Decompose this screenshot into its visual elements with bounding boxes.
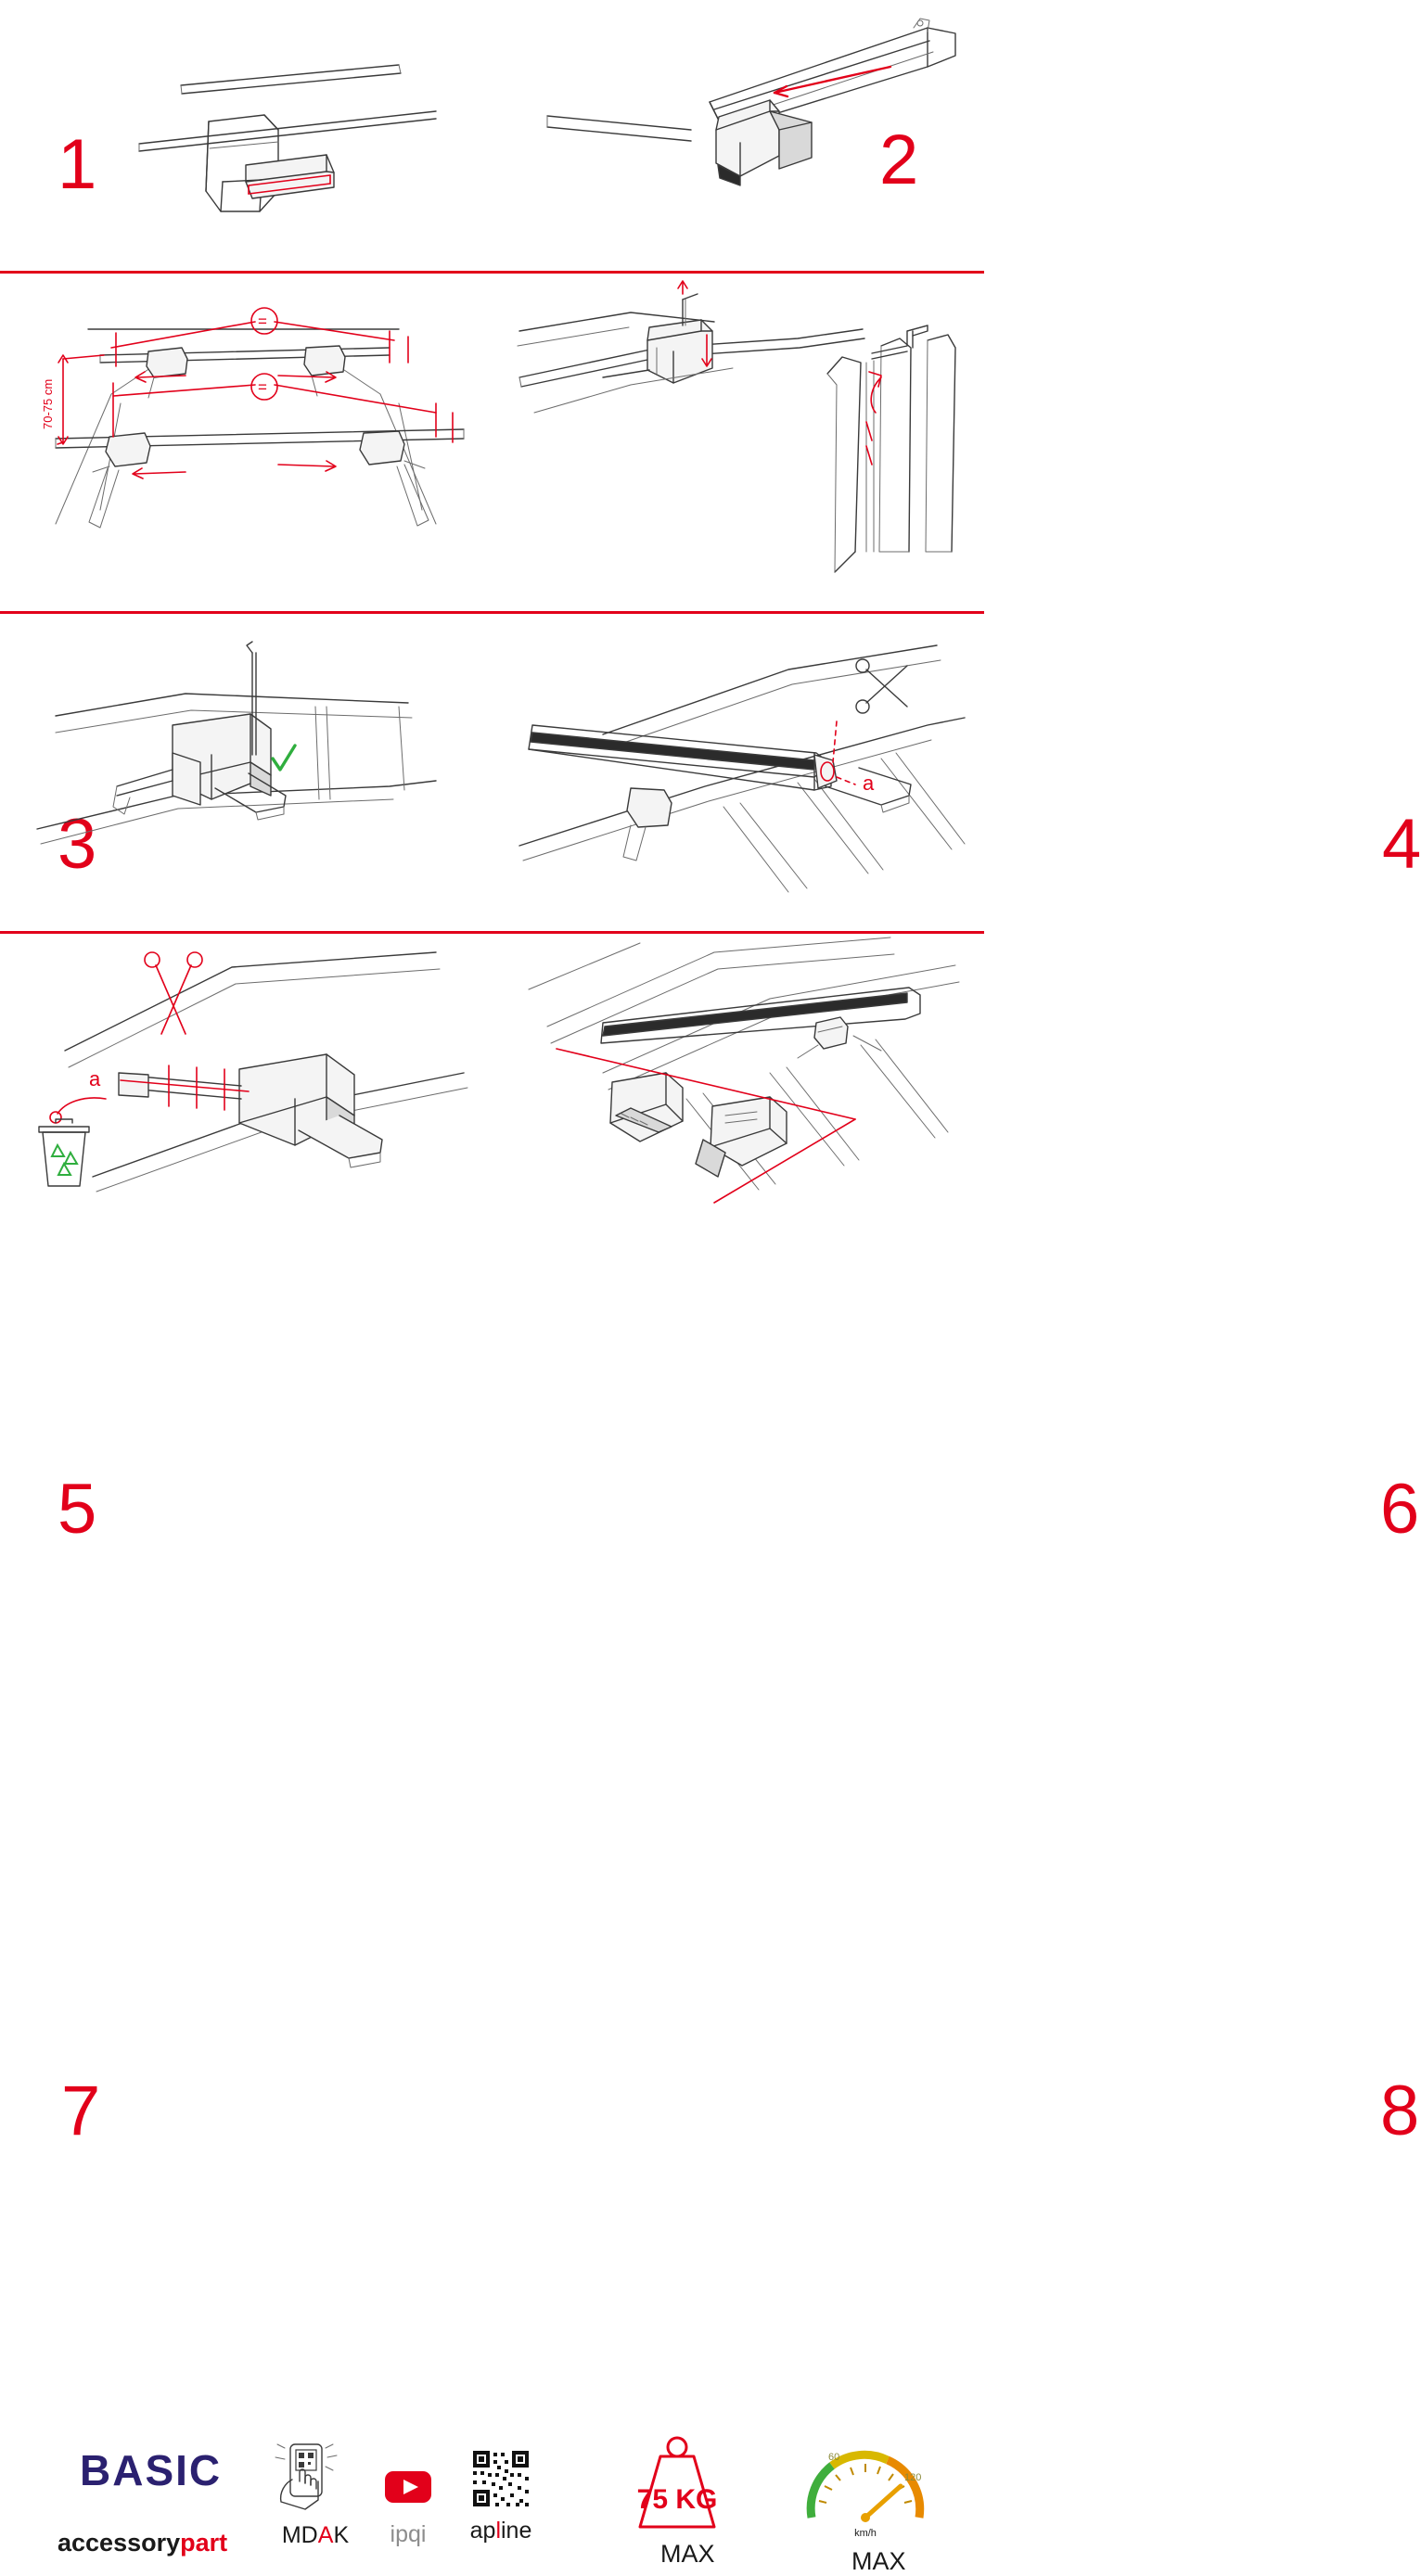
max-load-label: MAX — [660, 2540, 715, 2568]
step-panel-8 — [492, 934, 1420, 2150]
speed-unit: km/h — [854, 2528, 877, 2539]
scissors-icon — [856, 659, 907, 713]
logo-apline-label — [445, 2518, 557, 2544]
load-value: 75 KG — [636, 2484, 718, 2515]
speedometer-icon — [784, 2429, 951, 2544]
step-3-illustration — [0, 274, 492, 611]
mdak-label-part1: MD — [281, 2522, 318, 2548]
step-number-4: 4 — [1382, 805, 1421, 884]
apline-label-part2: ine — [501, 2518, 532, 2544]
max-load-indicator — [594, 2432, 761, 2544]
apline-label-accent: l — [495, 2518, 501, 2544]
logo-ipqi-label: ipqi — [390, 2521, 427, 2547]
step-panel-5 — [0, 614, 492, 1549]
weight-icon — [594, 2432, 761, 2544]
step-5-illustration — [0, 614, 492, 931]
step-8-illustration — [492, 934, 984, 1212]
step-number-6: 6 — [1380, 1470, 1420, 1549]
max-speed-label: MAX — [851, 2547, 906, 2575]
step-panel-6 — [492, 614, 1420, 1549]
step-panel-7 — [0, 934, 492, 2150]
svg-text:=: = — [258, 312, 267, 330]
step-panel-3 — [0, 274, 492, 884]
brand-accessorypart — [58, 2529, 227, 2557]
marker-label-a: a — [89, 1067, 101, 1090]
step-number-1: 1 — [58, 125, 97, 204]
dimension-label: 70-75 cm — [41, 378, 55, 429]
step-number-5: 5 — [58, 1470, 97, 1549]
marker-label-a: a — [863, 772, 875, 795]
logo-mdak — [264, 2441, 366, 2549]
step-7-illustration — [0, 934, 492, 1212]
recycle-bin-icon — [39, 1098, 106, 1186]
logo-ipqi — [366, 2466, 450, 2548]
max-speed-indicator — [784, 2429, 951, 2544]
logo-mdak-label — [264, 2522, 366, 2549]
step-number-8: 8 — [1380, 2072, 1420, 2150]
step-panel-4 — [492, 274, 1421, 884]
step-4-illustration — [492, 274, 984, 611]
scissors-icon — [145, 952, 202, 1034]
qr-code-icon[interactable] — [445, 2445, 557, 2512]
brand-accessory-word: accessory — [58, 2529, 181, 2557]
brand-part-word: part — [180, 2529, 228, 2557]
step-number-7: 7 — [61, 2072, 101, 2150]
logo-apline — [445, 2445, 557, 2544]
mdak-label-accent: A — [317, 2522, 334, 2548]
step-panel-2 — [492, 0, 984, 271]
youtube-play-icon[interactable] — [366, 2466, 450, 2510]
hand-qr-scan-icon — [264, 2441, 366, 2515]
step-number-3: 3 — [58, 805, 97, 884]
brand-basic: BASIC — [80, 2446, 223, 2494]
footer — [0, 1212, 984, 2575]
step-number-2: 2 — [879, 121, 919, 199]
gauge-tick-60: 60 — [828, 2452, 840, 2463]
apline-label-part1: ap — [469, 2518, 496, 2544]
step-6-illustration — [492, 614, 984, 931]
mdak-label-part2: K — [333, 2522, 350, 2548]
check-icon — [273, 746, 295, 770]
step-panel-1 — [0, 0, 492, 271]
gauge-tick-120: 120 — [904, 2472, 922, 2483]
svg-text:=: = — [258, 378, 267, 396]
